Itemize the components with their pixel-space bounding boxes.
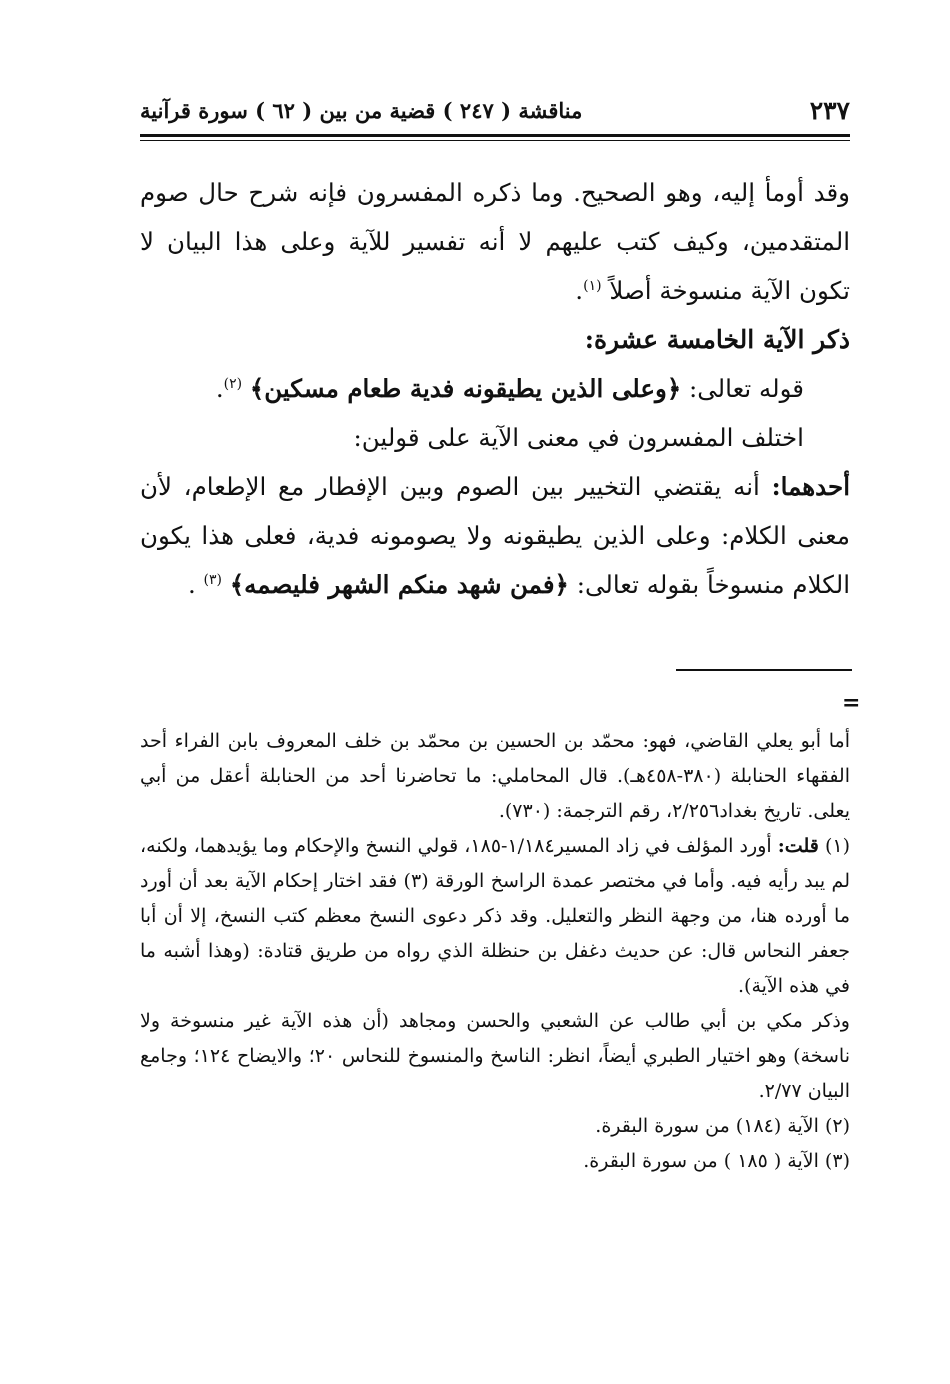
footnote-1-number: (١) [824, 835, 851, 857]
footnote-1-text: أورد المؤلف في زاد المسير١/١٨٤-١٨٥، قولي النسخ والإحكام وما يؤيدهما، ولكنه، لم يبد رأيه فيه. وأما في مختصر عمدة الراسخ الورقة (٣) فقد اختار إحكام الآية بعد أن أورد ما أورده هنا، من وجهة النظر والتعليل. وقد ذكر دعوى النسخ معظم كتب النسخ، إلا أن أبا جعفر النحاس قال: عن حديث دغفل بن حنظلة الذي رواه من طريق قتادة: (وهذا أشبه ما في هذه الآية). [140, 835, 850, 997]
footnote-ref-3: (٣) [203, 571, 223, 588]
verse-intro: قوله تعالى: [681, 374, 804, 403]
paragraph-intro [140, 168, 850, 315]
page-header [140, 88, 850, 132]
paragraph-intro-end: . [575, 276, 584, 305]
footnotes [140, 724, 850, 1179]
first-opinion-end: . [187, 570, 204, 599]
footnote-1-label: قلت: [777, 835, 819, 857]
quran-verse: ﴿وعلى الذين يطيقونه فدية طعام مسكين﴾ [249, 374, 682, 403]
footnote-1-continued: وذكر مكي بن أبي طالب عن الشعبي والحسن ومجاهد (أن هذه الآية غير منسوخة ولا ناسخة) وهو اختيار الطبري أيضاً، انظر: الناسخ والمنسوخ للنحاس ٢٠؛ والايضاح ١٢٤؛ وجامع البيان ٢/٧٧. [140, 1010, 851, 1102]
section-heading: ذكر الآية الخامسة عشرة: [584, 325, 850, 354]
verse-end: . [215, 374, 224, 403]
abrogating-verse: ﴿فمن شهد منكم الشهر فليصمه﴾ [229, 570, 569, 599]
continuation-mark: = [842, 690, 861, 716]
footnote-ref-2: (٢) [223, 375, 243, 392]
header-rule-thin [140, 140, 850, 141]
footnote-ref-1: (١) [583, 277, 602, 294]
paragraph-intro-text: وقد أومأ إليه، وهو الصحيح. وما ذكره المفسرون فإنه شرح حال صوم المتقدمين، وكيف كتب عليهم لا أنه تفسير للآية وعلى هذا البيان لا تكون الآية منسوخة أصلاً [140, 178, 850, 305]
page-number: ٢٣٧ [809, 95, 850, 125]
footnote-2: (٢) الآية (١٨٤) من سورة البقرة. [595, 1115, 850, 1137]
header-rule-thick [140, 134, 850, 137]
first-opinion-label: أحدهما: [771, 472, 850, 501]
first-opinion-text: أنه يقتضي التخيير بين الصوم وبين الإفطار مع الإطعام، لأن معنى الكلام: وعلى الذين يطيقونه ولا يصومونه فدية، فعلى هذا يكون الكلام منسوخاً بقوله تعالى: [140, 472, 850, 599]
footnote-1 [140, 829, 850, 1004]
footnote-3: (٣) الآية ( ١٨٥ ) من سورة البقرة. [583, 1150, 850, 1172]
disagreement-line: اختلف المفسرون في معنى الآية على قولين: [353, 423, 804, 452]
first-opinion [140, 462, 850, 609]
footnote-separator [676, 669, 852, 671]
main-text [140, 168, 850, 609]
verse-line [140, 364, 850, 413]
footnote-continued: أما أبو يعلي القاضي، فهو: محمّد بن الحسين بن محمّد بن خلف المعروف بابن الفراء أحد الفقهاء الحنابلة (٣٨٠-٤٥٨هـ). قال المحاملي: ما تحاضرنا أحد من الحنابلة أعقل من أبي يعلى. تاريخ بغداد٢/٢٥٦، رقم الترجمة: (٧٣٠). [140, 730, 851, 822]
running-title: مناقشة ( ٢٤٧ ) قضية من بين ( ٦٢ ) سورة قرآنية [140, 97, 583, 123]
